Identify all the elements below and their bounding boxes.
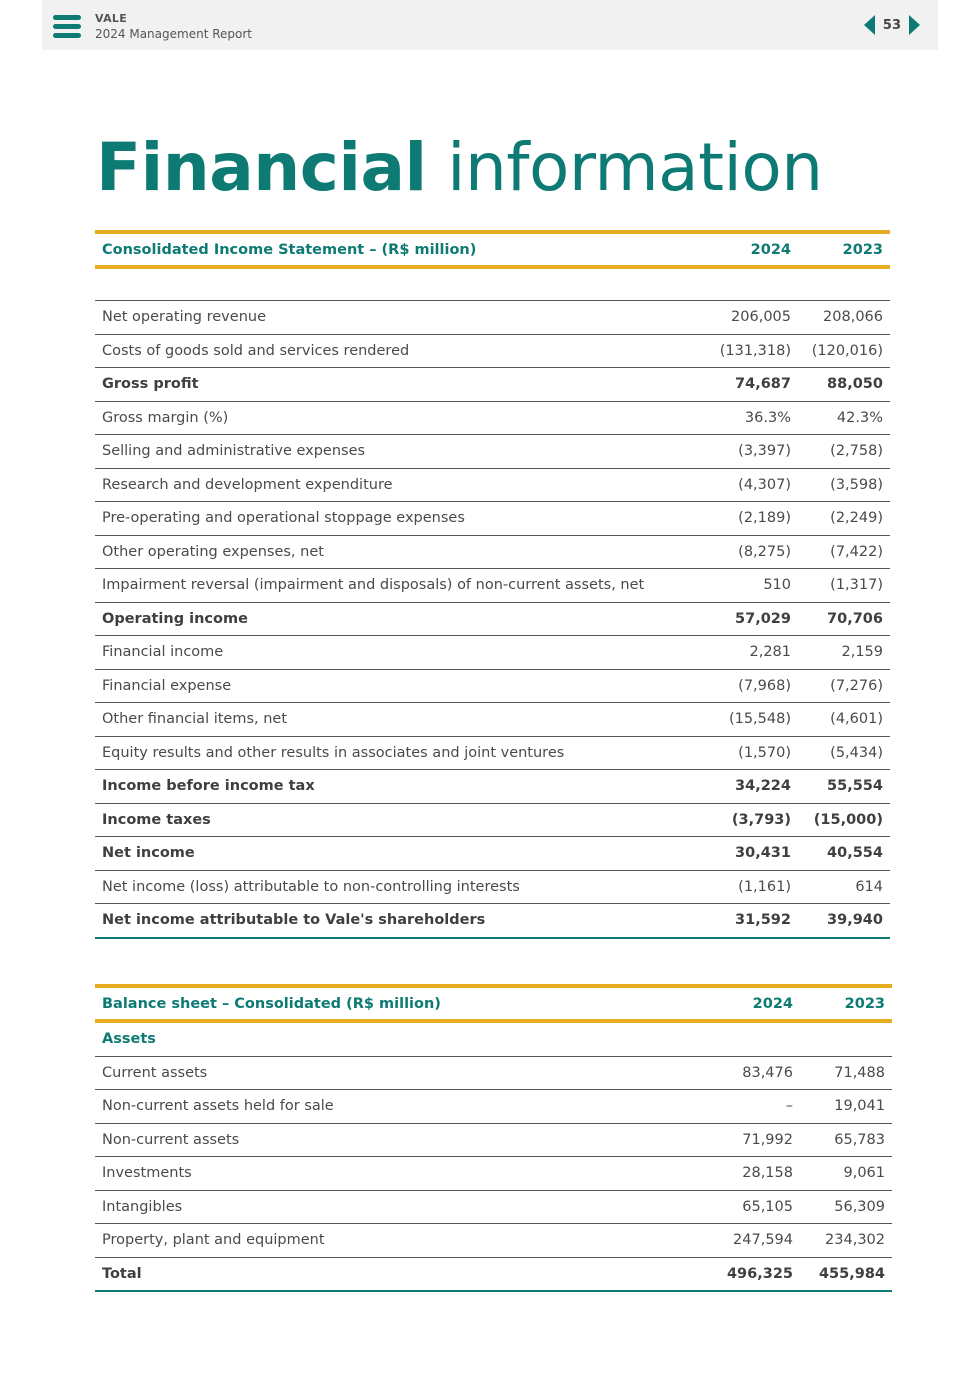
page-number: 53 — [882, 17, 901, 33]
value-2024: 71,992 — [708, 1123, 800, 1157]
value-2024: (4,307) — [706, 468, 798, 502]
value-2023: 234,302 — [800, 1224, 892, 1258]
row-label: Other financial items, net — [95, 703, 706, 737]
value-2024: 83,476 — [708, 1056, 800, 1090]
value-2023: 65,783 — [800, 1123, 892, 1157]
value-2024: (2,189) — [706, 502, 798, 536]
brand — [95, 12, 252, 41]
table-row — [95, 1123, 892, 1157]
value-2023: (3,598) — [798, 468, 890, 502]
income-col-2023: 2023 — [798, 232, 890, 267]
value-2023: 42.3% — [798, 401, 890, 435]
value-2023: 455,984 — [800, 1257, 892, 1291]
value-2023: 614 — [798, 870, 890, 904]
row-label: Current assets — [95, 1056, 708, 1090]
value-2023: 88,050 — [798, 368, 890, 402]
income-col-2024: 2024 — [706, 232, 798, 267]
page-title — [96, 128, 823, 208]
value-2024: (3,397) — [706, 435, 798, 469]
value-2023: (15,000) — [798, 803, 890, 837]
value-2024: 247,594 — [708, 1224, 800, 1258]
table-row — [95, 770, 890, 804]
value-2024: 74,687 — [706, 368, 798, 402]
value-2024: 496,325 — [708, 1257, 800, 1291]
row-label: Income before income tax — [95, 770, 706, 804]
income-statement-heading: Consolidated Income Statement – (R$ million) — [95, 232, 706, 267]
table-row — [95, 1157, 892, 1191]
row-label: Income taxes — [95, 803, 706, 837]
table-row — [95, 1224, 892, 1258]
row-label: Gross margin (%) — [95, 401, 706, 435]
row-label: Financial income — [95, 636, 706, 670]
table-row — [95, 334, 890, 368]
value-2024: (1,570) — [706, 736, 798, 770]
table-row — [95, 602, 890, 636]
row-label: Gross profit — [95, 368, 706, 402]
row-label: Non-current assets held for sale — [95, 1090, 708, 1124]
value-2024: (8,275) — [706, 535, 798, 569]
table-row — [95, 1090, 892, 1124]
value-2023: 71,488 — [800, 1056, 892, 1090]
value-2024: (131,318) — [706, 334, 798, 368]
value-2024: 65,105 — [708, 1190, 800, 1224]
value-2024: 57,029 — [706, 602, 798, 636]
value-2023: (2,758) — [798, 435, 890, 469]
value-2023: (4,601) — [798, 703, 890, 737]
balance-sheet-table — [95, 984, 892, 1292]
value-2024: (7,968) — [706, 669, 798, 703]
row-label: Net income (loss) attributable to non-controlling interests — [95, 870, 706, 904]
value-2024: 36.3% — [706, 401, 798, 435]
row-label: Pre-operating and operational stoppage expenses — [95, 502, 706, 536]
table-row — [95, 1056, 892, 1090]
table-row — [95, 904, 890, 938]
row-label: Intangibles — [95, 1190, 708, 1224]
table-row — [95, 401, 890, 435]
value-2024: 206,005 — [706, 301, 798, 335]
value-2023: 208,066 — [798, 301, 890, 335]
value-2024: (1,161) — [706, 870, 798, 904]
report-subtitle: 2024 Management Report — [95, 27, 252, 41]
value-2023: (120,016) — [798, 334, 890, 368]
value-2023: (7,276) — [798, 669, 890, 703]
menu-icon[interactable] — [53, 15, 81, 39]
previous-page-icon[interactable] — [864, 15, 875, 35]
balance-col-2024: 2024 — [708, 986, 800, 1021]
row-label: Selling and administrative expenses — [95, 435, 706, 469]
table-row — [95, 535, 890, 569]
table-row — [95, 703, 890, 737]
row-label: Financial expense — [95, 669, 706, 703]
row-label: Research and development expenditure — [95, 468, 706, 502]
value-2023: 70,706 — [798, 602, 890, 636]
table-row — [95, 368, 890, 402]
table-row — [95, 301, 890, 335]
value-2024: 510 — [706, 569, 798, 603]
income-statement-table — [95, 230, 890, 939]
row-label: Equity results and other results in associates and joint ventures — [95, 736, 706, 770]
value-2023: 9,061 — [800, 1157, 892, 1191]
row-label: Impairment reversal (impairment and disposals) of non-current assets, net — [95, 569, 706, 603]
table-row — [95, 468, 890, 502]
spacer-row — [95, 267, 890, 301]
table-row — [95, 636, 890, 670]
value-2023: 56,309 — [800, 1190, 892, 1224]
value-2023: 19,041 — [800, 1090, 892, 1124]
table-row — [95, 502, 890, 536]
row-label: Total — [95, 1257, 708, 1291]
row-label: Operating income — [95, 602, 706, 636]
table-row — [95, 803, 890, 837]
page-title-light: information — [447, 129, 823, 206]
section-label: Assets — [95, 1021, 708, 1056]
next-page-icon[interactable] — [909, 15, 920, 35]
value-2023: 39,940 — [798, 904, 890, 938]
table-row — [95, 870, 890, 904]
brand-name: VALE — [95, 12, 128, 25]
row-label: Non-current assets — [95, 1123, 708, 1157]
value-2024: (15,548) — [706, 703, 798, 737]
value-2023: (2,249) — [798, 502, 890, 536]
value-2024: – — [708, 1090, 800, 1124]
row-label: Net operating revenue — [95, 301, 706, 335]
value-2024: 30,431 — [706, 837, 798, 871]
row-label: Costs of goods sold and services rendered — [95, 334, 706, 368]
table-row — [95, 669, 890, 703]
row-label: Net income — [95, 837, 706, 871]
pager — [864, 14, 920, 36]
row-label: Property, plant and equipment — [95, 1224, 708, 1258]
balance-sheet-heading: Balance sheet – Consolidated (R$ million) — [95, 986, 708, 1021]
section-row — [95, 1021, 892, 1056]
value-2024: 28,158 — [708, 1157, 800, 1191]
table-row — [95, 1190, 892, 1224]
table-row — [95, 1257, 892, 1291]
table-row — [95, 736, 890, 770]
value-2023: 55,554 — [798, 770, 890, 804]
row-label: Net income attributable to Vale's shareholders — [95, 904, 706, 938]
table-row — [95, 435, 890, 469]
balance-col-2023: 2023 — [800, 986, 892, 1021]
value-2023: 40,554 — [798, 837, 890, 871]
page-title-bold: Financial — [96, 129, 427, 206]
table-row — [95, 837, 890, 871]
value-2024: (3,793) — [706, 803, 798, 837]
value-2024: 31,592 — [706, 904, 798, 938]
value-2024: 2,281 — [706, 636, 798, 670]
row-label: Other operating expenses, net — [95, 535, 706, 569]
value-2023: (7,422) — [798, 535, 890, 569]
table-row — [95, 569, 890, 603]
top-bar — [42, 0, 938, 50]
value-2024: 34,224 — [706, 770, 798, 804]
value-2023: 2,159 — [798, 636, 890, 670]
row-label: Investments — [95, 1157, 708, 1191]
value-2023: (5,434) — [798, 736, 890, 770]
value-2023: (1,317) — [798, 569, 890, 603]
